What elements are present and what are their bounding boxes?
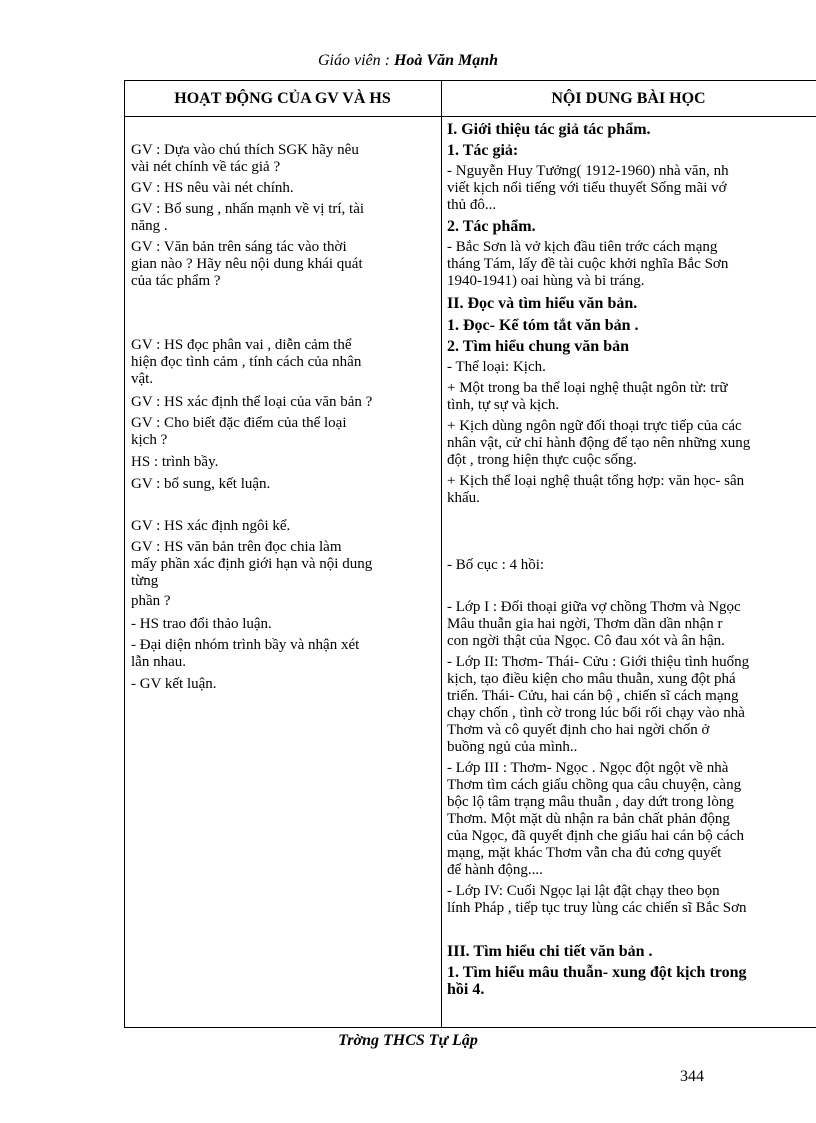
text-line: 1. Tác giả: <box>447 142 519 159</box>
text-line: GV : Dựa vào chú thích SGK hãy nêu <box>131 142 359 158</box>
text-line: - Bố cục : 4 hồi: <box>447 557 545 573</box>
text-line: 1940-1941) oai hùng và bi tráng. <box>447 273 645 289</box>
text-line: Thơm tìm cách giấu chồng qua câu chuyện, càng <box>447 777 742 793</box>
text-line: đột , trong hiện thực cuộc sống. <box>447 452 637 468</box>
table-top-border <box>124 80 816 81</box>
text-line: 1. Tìm hiểu mâu thuẫn- xung đột kịch trong <box>447 964 747 981</box>
text-line: + Kịch thể loại nghệ thuật tổng hợp: văn học- sân <box>447 473 745 489</box>
text-line: - HS trao đổi thảo luận. <box>131 616 272 632</box>
text-line: GV : Cho biết đặc điểm của thể loại <box>131 415 347 431</box>
table-column-divider <box>441 80 442 1027</box>
text-line: - Bắc Sơn là vở kịch đầu tiên trớc cách mạng <box>447 239 718 255</box>
page-number: 344 <box>680 1068 704 1085</box>
teacher-student-activities <box>131 142 433 702</box>
text-line: Mâu thuẫn gia hai ngời, Thơm dần dần nhận r <box>447 616 723 632</box>
text-line: - Lớp IV: Cuối Ngọc lại lật đật chạy theo bọn <box>447 883 720 899</box>
text-line: GV : bổ sung, kết luận. <box>131 476 271 492</box>
column-title-activities: HOẠT ĐỘNG CỦA GV VÀ HS <box>174 90 391 107</box>
text-line: mấy phần xác định giới hạn và nội dung <box>131 556 373 572</box>
text-line: của tác phẩm ? <box>131 273 221 289</box>
text-line: vài nét chính về tác giả ? <box>131 159 281 175</box>
text-line: lính Pháp , tiếp tục truy lùng các chiến sĩ Bắc Sơn <box>447 900 747 916</box>
text-line: từng <box>131 573 159 589</box>
text-line: - GV kết luận. <box>131 676 217 692</box>
column-title-content: NỘI DUNG BÀI HỌC <box>551 90 706 107</box>
text-line: + Kịch dùng ngôn ngữ đối thoại trực tiếp của các <box>447 418 742 434</box>
text-line: buồng ngủ của mình.. <box>447 739 578 755</box>
text-line: hồi 4. <box>447 981 485 998</box>
teacher-label: Giáo viên : <box>317 52 394 69</box>
text-line: GV : HS nêu vài nét chính. <box>131 180 294 196</box>
lesson-content <box>447 121 816 1021</box>
text-line: để hành động.... <box>447 862 543 878</box>
text-line: II. Đọc và tìm hiểu văn bản. <box>447 295 638 312</box>
text-line: viết kịch nổi tiếng với tiểu thuyết Sống mãi vớ <box>447 180 727 196</box>
text-line: + Một trong ba thể loại nghệ thuật ngôn từ: trữ <box>447 380 728 396</box>
text-line: HS : trình bầy. <box>131 454 219 470</box>
text-line: bộc lộ tâm trạng mâu thuẫn , day dứt trong lòng <box>447 794 734 810</box>
text-line: kịch ? <box>131 432 168 448</box>
text-line: chạy chốn , tình cờ trong lúc bối rối chạy vào nhà <box>447 705 745 721</box>
text-line: Thơm. Một mặt dù nhận ra bản chất phản động <box>447 811 730 827</box>
text-line: tháng Tám, lấy đề tài cuộc khởi nghĩa Bắc Sơn <box>447 256 729 272</box>
text-line: GV : Văn bản trên sáng tác vào thời <box>131 239 347 255</box>
text-line: GV : HS xác định ngôi kể. <box>131 518 291 534</box>
text-line: nhân vật, cử chỉ hành động để tạo nên những xung <box>447 435 751 451</box>
text-line: GV : HS văn bản trên đọc chia làm <box>131 539 342 555</box>
text-line: hiện đọc tình cảm , tính cách của nhân <box>131 354 362 370</box>
text-line: phần ? <box>131 593 171 609</box>
table-left-border <box>124 80 125 1027</box>
text-line: năng . <box>131 218 168 234</box>
text-line: vật. <box>131 371 154 387</box>
text-line: lẫn nhau. <box>131 654 186 670</box>
table-header-divider <box>124 116 816 117</box>
text-line: mạng, mặt khác Thơm vẫn cha đủ cơng quyết <box>447 845 722 861</box>
text-line: khấu. <box>447 490 480 506</box>
text-line: I. Giới thiệu tác giả tác phẩm. <box>447 121 651 138</box>
school-footer: Trờng THCS Tự Lập <box>338 1032 478 1049</box>
text-line: thủ đô... <box>447 197 497 213</box>
text-line: GV : Bổ sung , nhấn mạnh về vị trí, tài <box>131 201 365 217</box>
text-line: - Lớp II: Thơm- Thái- Cửu : Giới thiệu tình huống <box>447 654 750 670</box>
teacher-name: Hoà Văn Mạnh <box>393 52 499 69</box>
text-line: gian nào ? Hãy nêu nội dung khái quát <box>131 256 363 272</box>
text-line: - Lớp I : Đối thoại giữa vợ chồng Thơm và Ngọc <box>447 599 741 615</box>
text-line: tình, tự sự và kịch. <box>447 397 560 413</box>
text-line: 2. Tác phẩm. <box>447 218 536 235</box>
page-header <box>0 52 816 70</box>
text-line: GV : HS xác định thể loại của văn bản ? <box>131 394 373 410</box>
text-line: kịch, tạo điều kiện cho mâu thuẫn, xung đột phá <box>447 671 736 687</box>
text-line: GV : HS đọc phân vai , diễn cảm thể <box>131 337 352 353</box>
text-line: - Nguyễn Huy Tưởng( 1912-1960) nhà văn, nh <box>447 163 729 179</box>
text-line: 2. Tìm hiểu chung văn bản <box>447 338 629 355</box>
text-line: triển. Thái- Cửu, hai cán bộ , chiến sĩ cách mạng <box>447 688 739 704</box>
text-line: - Thể loại: Kịch. <box>447 359 546 375</box>
text-line: Thơm và cô quyết định cho hai ngời chốn ở <box>447 722 710 738</box>
text-line: 1. Đọc- Kể tóm tắt văn bản . <box>447 317 639 334</box>
text-line: III. Tìm hiểu chi tiết văn bản . <box>447 943 653 960</box>
text-line: con ngời thật của Ngọc. Cô đau xót và ân hận. <box>447 633 725 649</box>
text-line: - Đại diện nhóm trình bầy và nhận xét <box>131 637 360 653</box>
text-line: - Lớp III : Thơm- Ngọc . Ngọc đột ngột về nhà <box>447 760 729 776</box>
text-line: của Ngọc, đã quyết định che giấu hai cán bộ cách <box>447 828 744 844</box>
table-bottom-border <box>124 1027 816 1028</box>
